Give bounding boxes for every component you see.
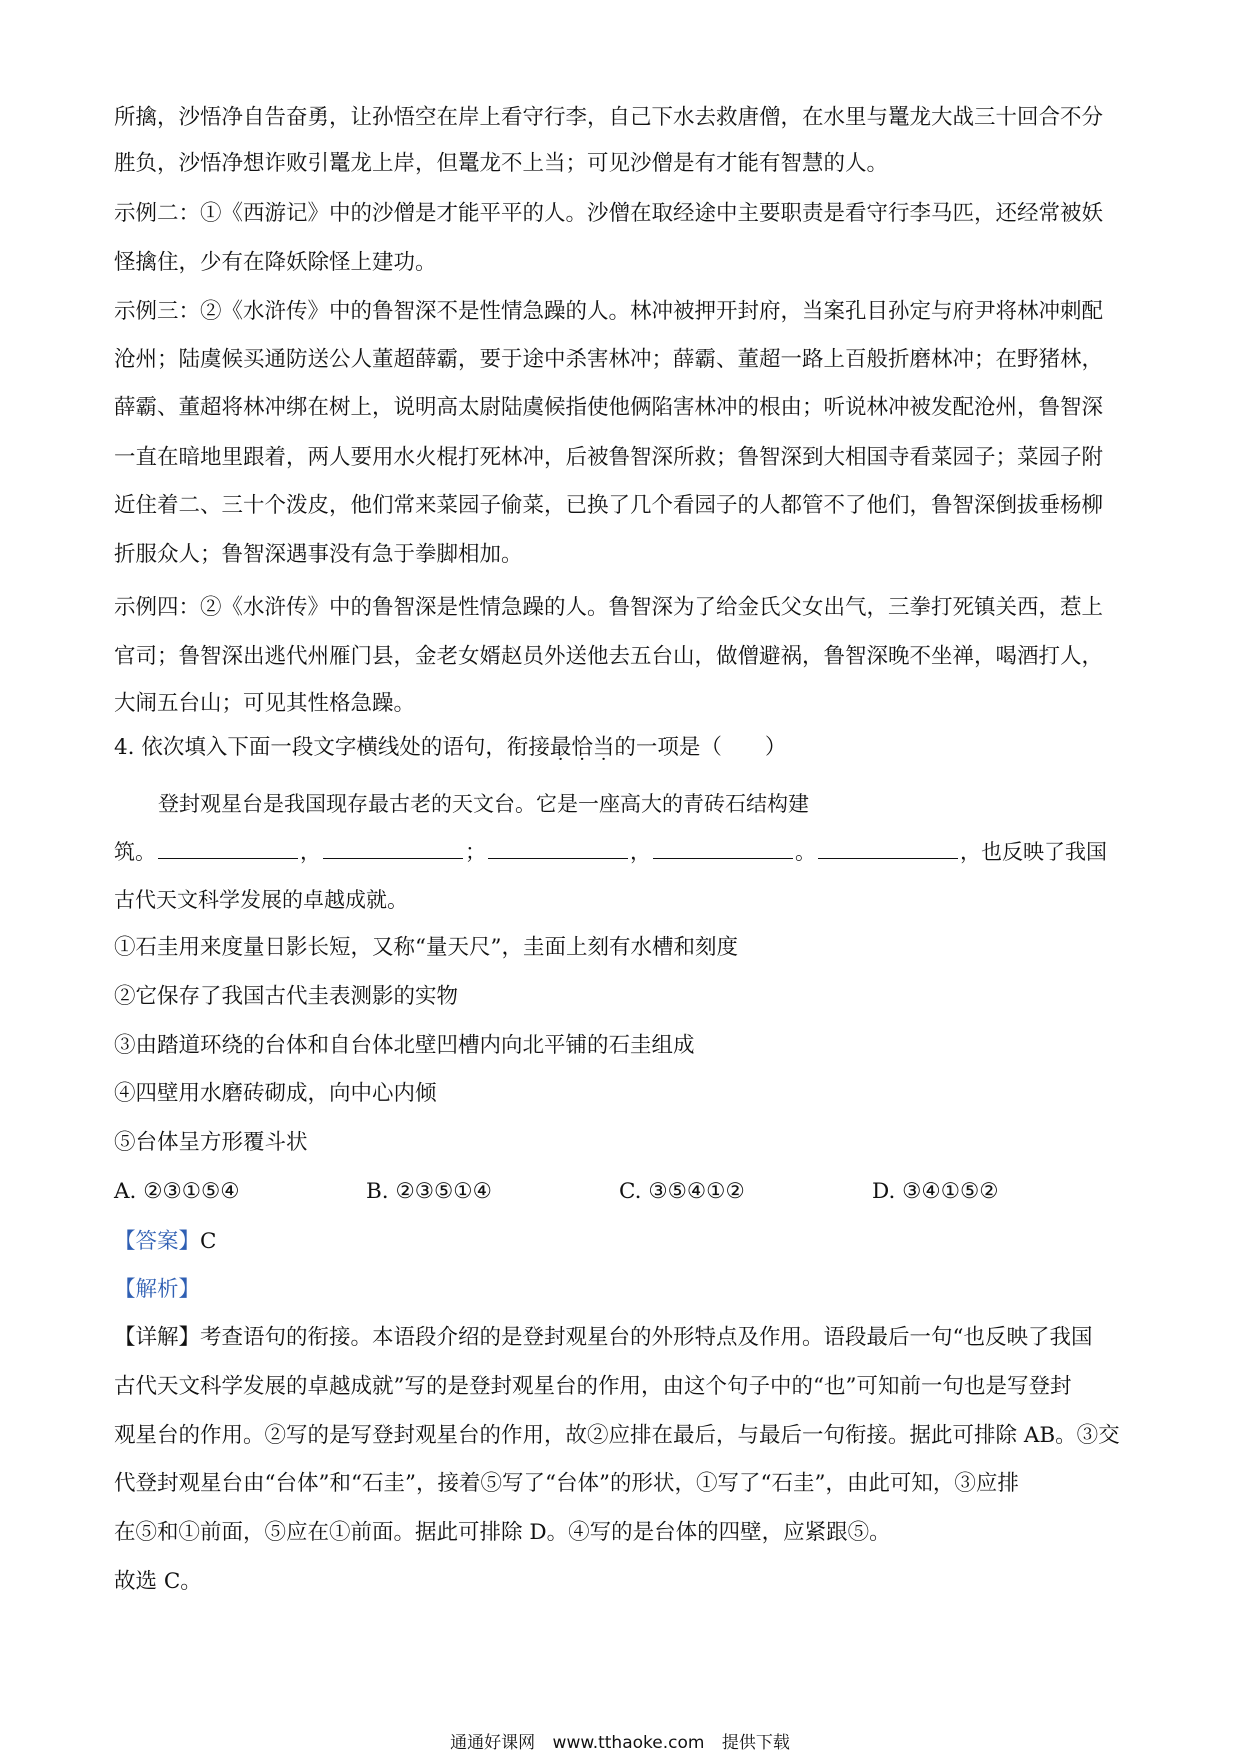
detail-text: 考查语句的衔接。本语段介绍的是登封观星台的外形特点及作用。语段最后一句“也反映了我国 [200,1325,1093,1350]
answer-value: C [200,1229,217,1254]
emphasis-char: 恰 [571,735,593,760]
answer-tag: 【答案】 [114,1229,201,1254]
analysis-line [114,1276,1134,1304]
punctuation: ， [300,840,321,864]
sentence-item: ④四壁用水磨砖砌成，向中心内倾 [114,1081,437,1106]
passage-text: 筑。 [114,840,156,864]
answer-blank [323,838,463,859]
sentence-item: ③由踏道环绕的台体和自台体北壁凹槽内向北平铺的石圭组成 [114,1033,695,1058]
punctuation: 。 [795,840,816,864]
sentence-item: ②它保存了我国古代圭表测影的实物 [114,984,459,1009]
paragraph-line: 示例三：②《水浒传》中的鲁智深不是性情急躁的人。林冲被押开封府，当案孔目孙定与府尹将林冲刺配 [114,299,1104,324]
answer-blank [653,838,793,859]
detail-tag: 【详解】 [114,1325,201,1350]
analysis-tag: 【解析】 [114,1277,201,1302]
paragraph-line: 折服众人；鲁智深遇事没有急于拳脚相加。 [114,542,523,567]
question-stem [114,734,1134,762]
answer-blank [158,838,298,859]
paragraph-line: 薛霸、董超将林冲绑在树上，说明高太尉陆虞候指使他俩陷害林冲的根由；听说林冲被发配沧州，鲁智深 [114,395,1104,420]
passage-text: ，也反映了我国 [960,840,1107,864]
stem-text: 4. 依次填入下面一段文字横线处的语句，衔接 [114,735,550,760]
paragraph-line: 近住着二、三十个泼皮，他们常来菜园子偷菜，已换了几个看园子的人都管不了他们，鲁智深倒拔垂杨柳 [114,493,1104,518]
sentence-item: ①石圭用来度量日影长短，又称“量天尺”，圭面上刻有水槽和刻度 [114,935,738,960]
option-a: A. ②③①⑤④ [114,1179,240,1204]
paragraph-line: 所擒，沙悟净自告奋勇，让孙悟空在岸上看守行李，自己下水去救唐僧，在水里与鼍龙大战三十回合不分 [114,105,1104,130]
detail-line: 观星台的作用。②写的是写登封观星台的作用，故②应排在最后，与最后一句衔接。据此可排除 AB。③交 [114,1423,1120,1448]
paragraph-line: 大闹五台山；可见其性格急躁。 [114,691,416,716]
option-d: D. ③④①⑤② [872,1179,999,1204]
option-b: B. ②③⑤①④ [366,1179,492,1204]
paragraph-line: 怪擒住，少有在降妖除怪上建功。 [114,250,437,275]
footer-note: 提供下载 [721,1733,790,1753]
punctuation: ； [465,840,486,864]
paragraph-line: 沧州；陆虞候买通防送公人董超薛霸，要于途中杀害林冲；薛霸、董超一路上百般折磨林冲；在野猪林， [114,347,1104,372]
paragraph-line: 胜负，沙悟净想诈败引鼍龙上岸，但鼍龙不上当；可见沙僧是有才能有智慧的人。 [114,151,889,176]
emphasis-char: 最 [549,735,572,760]
passage-line: 古代天文科学发展的卓越成就。 [114,888,408,912]
page-footer [0,1728,1240,1753]
answer-line [114,1228,1134,1256]
sentence-item: ⑤台体呈方形覆斗状 [114,1130,308,1155]
option-c: C. ③⑤④①② [619,1179,745,1204]
paragraph-line: 官司；鲁智深出逃代州雁门县，金老女婿赵员外送他去五台山，做僧避祸，鲁智深晚不坐禅，喝酒打人， [114,644,1104,669]
detail-line: 古代天文科学发展的卓越成就”写的是登封观星台的作用，由这个句子中的“也”可知前一句也是写登封 [114,1374,1072,1399]
paragraph-line: 一直在暗地里跟着，两人要用水火棍打死林冲，后被鲁智深所救；鲁智深到大相国寺看菜园子；菜园子附 [114,445,1104,470]
stem-text: 的一项是（ ） [614,735,787,760]
answer-blank [488,838,628,859]
detail-line [114,1324,1134,1352]
detail-line: 代登封观星台由“台体”和“石圭”，接着⑤写了“台体”的形状，①写了“石圭”，由此可知，③应排 [114,1471,1019,1496]
detail-line: 在⑤和①前面，⑤应在①前面。据此可排除 D。④写的是台体的四壁，应紧跟⑤。 [114,1520,891,1545]
passage-line-blanks [114,838,1134,866]
paragraph-line: 示例二：①《西游记》中的沙僧是才能平平的人。沙僧在取经途中主要职责是看守行李马匹，还经常被妖 [114,201,1104,226]
answer-blank [818,838,958,859]
detail-line: 故选 C。 [114,1569,202,1594]
footer-url[interactable]: www.tthaoke.com [552,1733,705,1753]
paragraph-line: 示例四：②《水浒传》中的鲁智深是性情急躁的人。鲁智深为了给金氏父女出气，三拳打死镇关西，惹上 [114,595,1104,620]
punctuation: ， [630,840,651,864]
footer-site: 通通好课网 [450,1733,536,1753]
passage-line: 登封观星台是我国现存最古老的天文台。它是一座高大的青砖石结构建 [158,792,809,816]
emphasis-char: 当 [592,735,615,760]
